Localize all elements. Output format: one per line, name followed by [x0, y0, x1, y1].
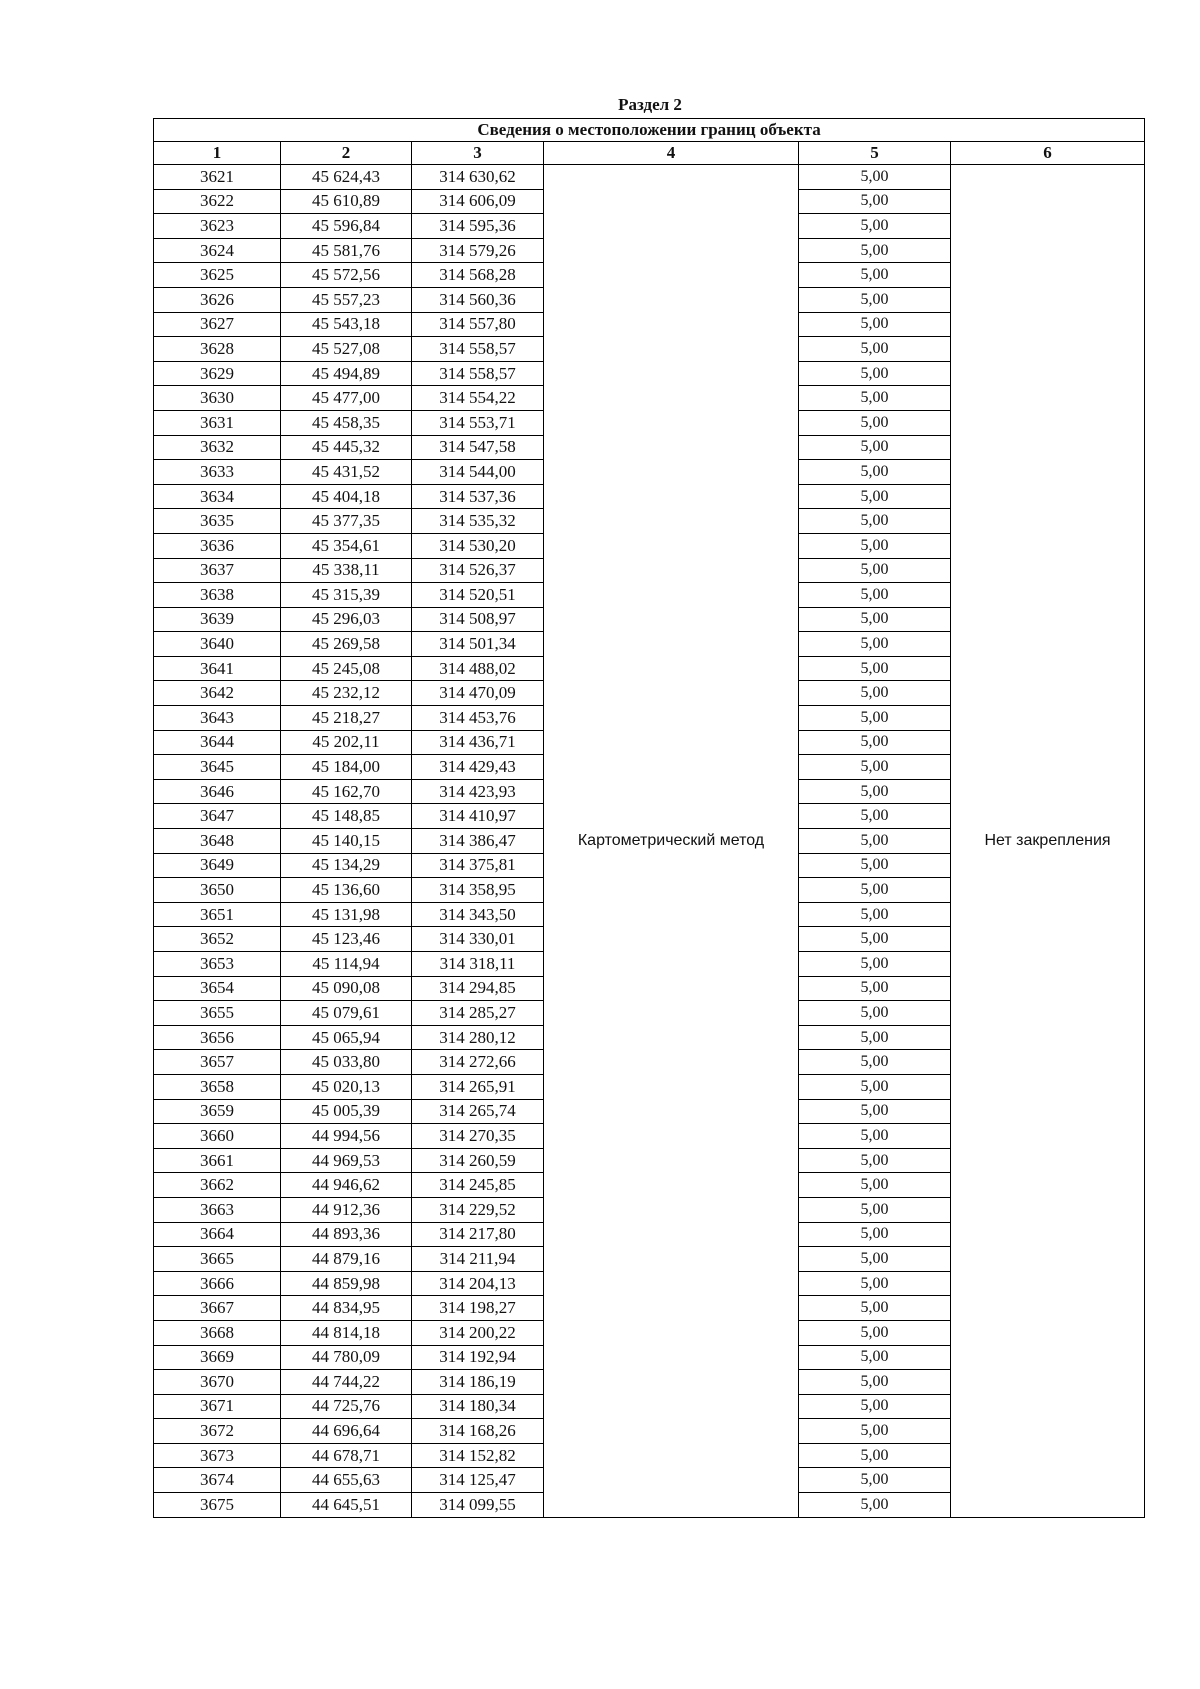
accuracy-cell: 5,00	[799, 976, 951, 1001]
coordinate-x-cell: 45 079,61	[281, 1001, 412, 1026]
coordinate-y-cell: 314 285,27	[412, 1001, 544, 1026]
coordinate-x-cell: 45 296,03	[281, 607, 412, 632]
point-number-cell: 3654	[154, 976, 281, 1001]
coordinate-x-cell: 45 123,46	[281, 927, 412, 952]
point-number-cell: 3626	[154, 287, 281, 312]
coordinate-x-cell: 44 994,56	[281, 1124, 412, 1149]
coordinate-y-cell: 314 560,36	[412, 287, 544, 312]
point-number-cell: 3647	[154, 804, 281, 829]
coordinate-x-cell: 44 969,53	[281, 1148, 412, 1173]
coordinate-y-cell: 314 099,55	[412, 1493, 544, 1518]
coordinate-x-cell: 44 912,36	[281, 1197, 412, 1222]
coordinate-x-cell: 45 527,08	[281, 337, 412, 362]
point-number-cell: 3642	[154, 681, 281, 706]
point-number-cell: 3669	[154, 1345, 281, 1370]
coordinate-y-cell: 314 508,97	[412, 607, 544, 632]
coordinate-y-cell: 314 168,26	[412, 1419, 544, 1444]
table-row	[154, 165, 1145, 190]
section-title: Раздел 2	[618, 95, 682, 114]
accuracy-cell: 5,00	[799, 361, 951, 386]
accuracy-cell: 5,00	[799, 558, 951, 583]
point-number-cell: 3635	[154, 509, 281, 534]
point-number-cell: 3648	[154, 829, 281, 854]
accuracy-cell: 5,00	[799, 312, 951, 337]
accuracy-cell: 5,00	[799, 1247, 951, 1272]
coordinate-y-cell: 314 558,57	[412, 361, 544, 386]
point-number-cell: 3660	[154, 1124, 281, 1149]
coordinate-x-cell: 45 610,89	[281, 189, 412, 214]
coordinate-x-cell: 45 245,08	[281, 656, 412, 681]
point-number-cell: 3673	[154, 1443, 281, 1468]
coordinate-y-cell: 314 595,36	[412, 214, 544, 239]
coordinate-x-cell: 45 624,43	[281, 165, 412, 190]
coordinate-x-cell: 45 477,00	[281, 386, 412, 411]
column-number: 6	[951, 142, 1145, 165]
coordinate-y-cell: 314 554,22	[412, 386, 544, 411]
boundary-coordinates-table	[153, 118, 1145, 1518]
coordinate-x-cell: 45 033,80	[281, 1050, 412, 1075]
point-number-cell: 3661	[154, 1148, 281, 1173]
accuracy-cell: 5,00	[799, 607, 951, 632]
accuracy-cell: 5,00	[799, 902, 951, 927]
coordinate-y-cell: 314 470,09	[412, 681, 544, 706]
accuracy-cell: 5,00	[799, 533, 951, 558]
coordinate-y-cell: 314 436,71	[412, 730, 544, 755]
coordinate-x-cell: 45 354,61	[281, 533, 412, 558]
point-number-cell: 3666	[154, 1271, 281, 1296]
fixation-cell: Нет закрепления	[951, 165, 1145, 1518]
coordinate-y-cell: 314 410,97	[412, 804, 544, 829]
coordinate-y-cell: 314 557,80	[412, 312, 544, 337]
point-number-cell: 3651	[154, 902, 281, 927]
accuracy-cell: 5,00	[799, 1173, 951, 1198]
point-number-cell: 3667	[154, 1296, 281, 1321]
point-number-cell: 3655	[154, 1001, 281, 1026]
coordinate-y-cell: 314 272,66	[412, 1050, 544, 1075]
point-number-cell: 3630	[154, 386, 281, 411]
accuracy-cell: 5,00	[799, 952, 951, 977]
column-number: 3	[412, 142, 544, 165]
point-number-cell: 3674	[154, 1468, 281, 1493]
table-caption-row	[154, 119, 1145, 142]
point-number-cell: 3656	[154, 1025, 281, 1050]
method-cell: Картометрический метод	[544, 165, 799, 1518]
coordinate-x-cell: 44 893,36	[281, 1222, 412, 1247]
accuracy-cell: 5,00	[799, 410, 951, 435]
coordinate-x-cell: 44 834,95	[281, 1296, 412, 1321]
accuracy-cell: 5,00	[799, 214, 951, 239]
coordinate-x-cell: 44 645,51	[281, 1493, 412, 1518]
accuracy-cell: 5,00	[799, 1296, 951, 1321]
accuracy-cell: 5,00	[799, 263, 951, 288]
point-number-cell: 3623	[154, 214, 281, 239]
accuracy-cell: 5,00	[799, 165, 951, 190]
point-number-cell: 3649	[154, 853, 281, 878]
coordinate-y-cell: 314 125,47	[412, 1468, 544, 1493]
accuracy-cell: 5,00	[799, 287, 951, 312]
point-number-cell: 3639	[154, 607, 281, 632]
coordinate-y-cell: 314 180,34	[412, 1394, 544, 1419]
coordinate-x-cell: 44 879,16	[281, 1247, 412, 1272]
accuracy-cell: 5,00	[799, 1050, 951, 1075]
accuracy-cell: 5,00	[799, 435, 951, 460]
accuracy-cell: 5,00	[799, 927, 951, 952]
accuracy-cell: 5,00	[799, 656, 951, 681]
accuracy-cell: 5,00	[799, 829, 951, 854]
accuracy-cell: 5,00	[799, 1468, 951, 1493]
point-number-cell: 3653	[154, 952, 281, 977]
column-number: 2	[281, 142, 412, 165]
coordinate-y-cell: 314 526,37	[412, 558, 544, 583]
accuracy-cell: 5,00	[799, 706, 951, 731]
point-number-cell: 3627	[154, 312, 281, 337]
accuracy-cell: 5,00	[799, 1001, 951, 1026]
coordinate-y-cell: 314 343,50	[412, 902, 544, 927]
coordinate-x-cell: 45 543,18	[281, 312, 412, 337]
coordinate-y-cell: 314 229,52	[412, 1197, 544, 1222]
coordinate-x-cell: 44 696,64	[281, 1419, 412, 1444]
coordinate-x-cell: 44 946,62	[281, 1173, 412, 1198]
coordinate-x-cell: 45 232,12	[281, 681, 412, 706]
coordinate-x-cell: 45 162,70	[281, 779, 412, 804]
accuracy-cell: 5,00	[799, 1493, 951, 1518]
point-number-cell: 3665	[154, 1247, 281, 1272]
coordinate-x-cell: 45 269,58	[281, 632, 412, 657]
coordinate-y-cell: 314 558,57	[412, 337, 544, 362]
coordinate-x-cell: 45 445,32	[281, 435, 412, 460]
coordinate-y-cell: 314 530,20	[412, 533, 544, 558]
accuracy-cell: 5,00	[799, 1222, 951, 1247]
accuracy-cell: 5,00	[799, 681, 951, 706]
accuracy-cell: 5,00	[799, 583, 951, 608]
column-number: 5	[799, 142, 951, 165]
coordinate-x-cell: 45 458,35	[281, 410, 412, 435]
coordinate-y-cell: 314 488,02	[412, 656, 544, 681]
point-number-cell: 3652	[154, 927, 281, 952]
coordinate-y-cell: 314 535,32	[412, 509, 544, 534]
coordinate-y-cell: 314 553,71	[412, 410, 544, 435]
point-number-cell: 3662	[154, 1173, 281, 1198]
table-caption: Сведения о местоположении границ объекта	[154, 119, 1145, 142]
coordinate-y-cell: 314 544,00	[412, 460, 544, 485]
accuracy-cell: 5,00	[799, 878, 951, 903]
point-number-cell: 3645	[154, 755, 281, 780]
coordinate-y-cell: 314 537,36	[412, 484, 544, 509]
coordinate-x-cell: 45 338,11	[281, 558, 412, 583]
accuracy-cell: 5,00	[799, 1074, 951, 1099]
coordinate-x-cell: 45 218,27	[281, 706, 412, 731]
coordinate-x-cell: 45 184,00	[281, 755, 412, 780]
accuracy-cell: 5,00	[799, 1148, 951, 1173]
accuracy-cell: 5,00	[799, 1197, 951, 1222]
coordinate-x-cell: 45 005,39	[281, 1099, 412, 1124]
point-number-cell: 3664	[154, 1222, 281, 1247]
accuracy-cell: 5,00	[799, 804, 951, 829]
accuracy-cell: 5,00	[799, 460, 951, 485]
point-number-cell: 3672	[154, 1419, 281, 1444]
coordinate-y-cell: 314 606,09	[412, 189, 544, 214]
point-number-cell: 3650	[154, 878, 281, 903]
coordinate-x-cell: 45 134,29	[281, 853, 412, 878]
coordinate-y-cell: 314 265,74	[412, 1099, 544, 1124]
coordinate-x-cell: 44 780,09	[281, 1345, 412, 1370]
point-number-cell: 3624	[154, 238, 281, 263]
coordinate-y-cell: 314 186,19	[412, 1370, 544, 1395]
coordinate-x-cell: 45 136,60	[281, 878, 412, 903]
point-number-cell: 3670	[154, 1370, 281, 1395]
point-number-cell: 3671	[154, 1394, 281, 1419]
point-number-cell: 3634	[154, 484, 281, 509]
coordinate-y-cell: 314 270,35	[412, 1124, 544, 1149]
coordinate-x-cell: 44 655,63	[281, 1468, 412, 1493]
accuracy-cell: 5,00	[799, 632, 951, 657]
point-number-cell: 3641	[154, 656, 281, 681]
point-number-cell: 3638	[154, 583, 281, 608]
point-number-cell: 3637	[154, 558, 281, 583]
accuracy-cell: 5,00	[799, 1394, 951, 1419]
coordinate-y-cell: 314 579,26	[412, 238, 544, 263]
coordinate-y-cell: 314 265,91	[412, 1074, 544, 1099]
accuracy-cell: 5,00	[799, 238, 951, 263]
column-number: 4	[544, 142, 799, 165]
accuracy-cell: 5,00	[799, 1271, 951, 1296]
point-number-cell: 3621	[154, 165, 281, 190]
point-number-cell: 3632	[154, 435, 281, 460]
accuracy-cell: 5,00	[799, 484, 951, 509]
point-number-cell: 3646	[154, 779, 281, 804]
point-number-cell: 3628	[154, 337, 281, 362]
point-number-cell: 3675	[154, 1493, 281, 1518]
coordinate-x-cell: 44 744,22	[281, 1370, 412, 1395]
column-number: 1	[154, 142, 281, 165]
accuracy-cell: 5,00	[799, 1124, 951, 1149]
coordinate-y-cell: 314 280,12	[412, 1025, 544, 1050]
coordinate-x-cell: 45 572,56	[281, 263, 412, 288]
accuracy-cell: 5,00	[799, 755, 951, 780]
point-number-cell: 3643	[154, 706, 281, 731]
coordinate-y-cell: 314 318,11	[412, 952, 544, 977]
accuracy-cell: 5,00	[799, 1419, 951, 1444]
coordinate-y-cell: 314 630,62	[412, 165, 544, 190]
coordinate-y-cell: 314 375,81	[412, 853, 544, 878]
coordinate-y-cell: 314 204,13	[412, 1271, 544, 1296]
coordinate-y-cell: 314 198,27	[412, 1296, 544, 1321]
accuracy-cell: 5,00	[799, 1345, 951, 1370]
accuracy-cell: 5,00	[799, 189, 951, 214]
point-number-cell: 3640	[154, 632, 281, 657]
coordinate-x-cell: 45 315,39	[281, 583, 412, 608]
coordinate-y-cell: 314 211,94	[412, 1247, 544, 1272]
coordinate-x-cell: 45 148,85	[281, 804, 412, 829]
accuracy-cell: 5,00	[799, 779, 951, 804]
coordinate-x-cell: 45 140,15	[281, 829, 412, 854]
accuracy-cell: 5,00	[799, 1320, 951, 1345]
coordinate-x-cell: 45 581,76	[281, 238, 412, 263]
coordinate-y-cell: 314 547,58	[412, 435, 544, 460]
coordinate-y-cell: 314 245,85	[412, 1173, 544, 1198]
coordinate-x-cell: 45 377,35	[281, 509, 412, 534]
coordinate-y-cell: 314 568,28	[412, 263, 544, 288]
coordinate-x-cell: 45 131,98	[281, 902, 412, 927]
accuracy-cell: 5,00	[799, 853, 951, 878]
accuracy-cell: 5,00	[799, 730, 951, 755]
point-number-cell: 3657	[154, 1050, 281, 1075]
coordinate-x-cell: 44 859,98	[281, 1271, 412, 1296]
coordinate-y-cell: 314 217,80	[412, 1222, 544, 1247]
accuracy-cell: 5,00	[799, 1370, 951, 1395]
coordinate-x-cell: 45 114,94	[281, 952, 412, 977]
accuracy-cell: 5,00	[799, 1025, 951, 1050]
coordinate-y-cell: 314 501,34	[412, 632, 544, 657]
accuracy-cell: 5,00	[799, 1099, 951, 1124]
accuracy-cell: 5,00	[799, 509, 951, 534]
accuracy-cell: 5,00	[799, 386, 951, 411]
coordinate-x-cell: 45 202,11	[281, 730, 412, 755]
coordinate-x-cell: 45 431,52	[281, 460, 412, 485]
point-number-cell: 3663	[154, 1197, 281, 1222]
coordinate-y-cell: 314 453,76	[412, 706, 544, 731]
coordinate-x-cell: 44 678,71	[281, 1443, 412, 1468]
column-number-row	[154, 142, 1145, 165]
coordinate-x-cell: 44 814,18	[281, 1320, 412, 1345]
coordinate-y-cell: 314 260,59	[412, 1148, 544, 1173]
coordinate-x-cell: 45 020,13	[281, 1074, 412, 1099]
point-number-cell: 3668	[154, 1320, 281, 1345]
coordinate-y-cell: 314 152,82	[412, 1443, 544, 1468]
coordinate-y-cell: 314 520,51	[412, 583, 544, 608]
point-number-cell: 3622	[154, 189, 281, 214]
coordinate-y-cell: 314 386,47	[412, 829, 544, 854]
coordinate-x-cell: 45 065,94	[281, 1025, 412, 1050]
point-number-cell: 3658	[154, 1074, 281, 1099]
coordinate-x-cell: 45 557,23	[281, 287, 412, 312]
coordinate-y-cell: 314 330,01	[412, 927, 544, 952]
coordinate-x-cell: 45 596,84	[281, 214, 412, 239]
coordinate-y-cell: 314 423,93	[412, 779, 544, 804]
coordinate-x-cell: 45 494,89	[281, 361, 412, 386]
point-number-cell: 3629	[154, 361, 281, 386]
point-number-cell: 3644	[154, 730, 281, 755]
coordinate-x-cell: 44 725,76	[281, 1394, 412, 1419]
coordinate-y-cell: 314 192,94	[412, 1345, 544, 1370]
coordinate-x-cell: 45 404,18	[281, 484, 412, 509]
coordinate-y-cell: 314 429,43	[412, 755, 544, 780]
accuracy-cell: 5,00	[799, 337, 951, 362]
coordinate-y-cell: 314 294,85	[412, 976, 544, 1001]
coordinate-x-cell: 45 090,08	[281, 976, 412, 1001]
accuracy-cell: 5,00	[799, 1443, 951, 1468]
point-number-cell: 3659	[154, 1099, 281, 1124]
point-number-cell: 3631	[154, 410, 281, 435]
coordinate-y-cell: 314 200,22	[412, 1320, 544, 1345]
point-number-cell: 3625	[154, 263, 281, 288]
coordinate-y-cell: 314 358,95	[412, 878, 544, 903]
point-number-cell: 3636	[154, 533, 281, 558]
point-number-cell: 3633	[154, 460, 281, 485]
